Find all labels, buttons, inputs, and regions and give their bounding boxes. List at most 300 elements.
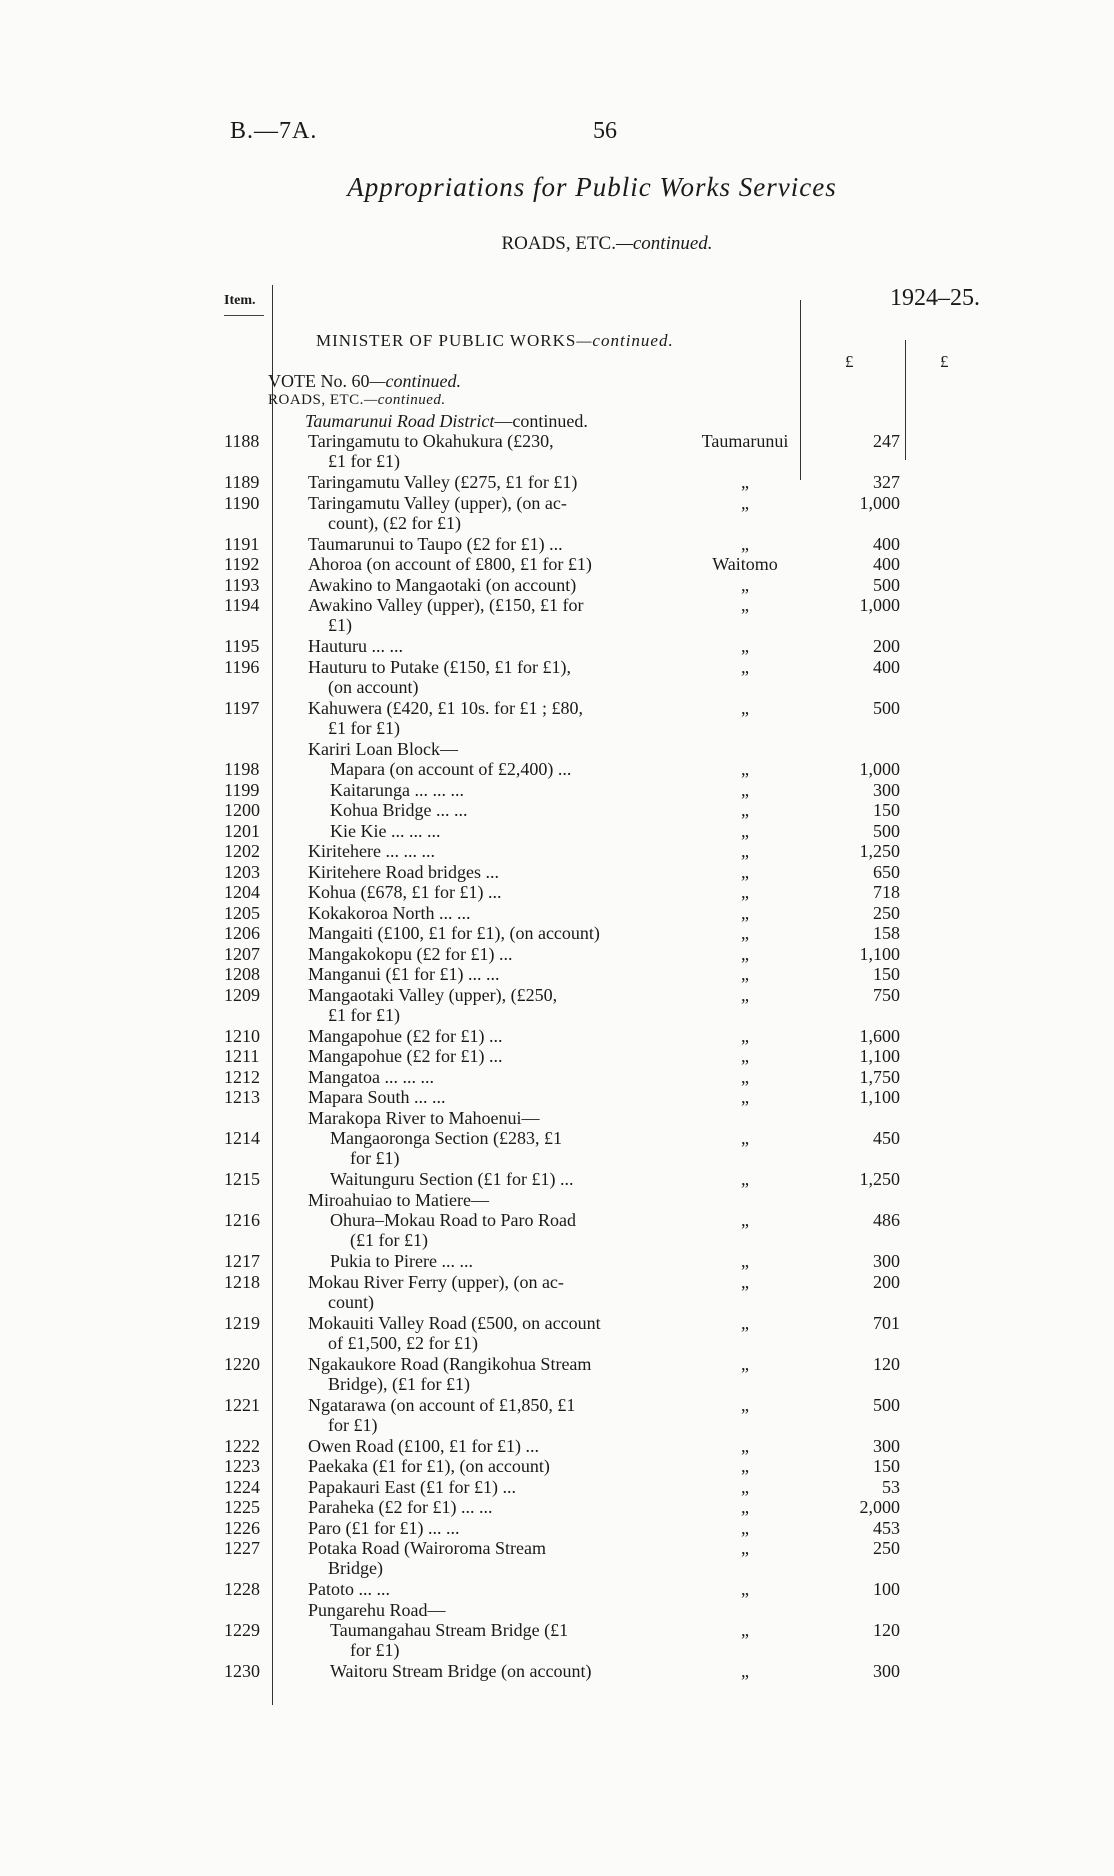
district-cell: „: [741, 1046, 749, 1066]
amount-cell: 500: [873, 697, 900, 718]
item-description: [330, 1210, 650, 1250]
vote-heading: [268, 371, 461, 392]
amount-cell: 250: [873, 1538, 900, 1558]
district-cell: „: [741, 1271, 749, 1292]
item-number: 1212: [224, 1066, 260, 1087]
table-subheading-row: [0, 739, 1114, 760]
table-row: [0, 1395, 1114, 1436]
item-number: 1217: [224, 1251, 260, 1271]
amount-cell: 100: [873, 1579, 900, 1599]
table-row: [0, 841, 1114, 862]
description-line: Potaka Road (Wairoroma Stream: [308, 1538, 546, 1558]
description-line: of £1,500, £2 for £1): [328, 1332, 478, 1353]
table-row: [0, 1210, 1114, 1251]
table-row: [0, 657, 1114, 698]
item-description: [330, 1128, 650, 1168]
description-line: Ohura–Mokau Road to Paro Road: [330, 1210, 576, 1230]
description-line: for £1): [350, 1148, 400, 1168]
district-heading-text: Taumarunui Road District: [305, 411, 495, 431]
description-line: Marakopa River to Mahoenui—: [308, 1107, 540, 1128]
item-description: [308, 944, 650, 964]
description-line: Ngakaukore Road (Rangikohua Stream: [308, 1353, 592, 1374]
item-number: 1229: [224, 1620, 260, 1640]
description-line: Miroahuiao to Matiere—: [308, 1189, 489, 1210]
item-description: [308, 493, 650, 533]
district-cell: „: [741, 800, 749, 820]
district-cell: „: [741, 1497, 749, 1517]
amount-cell: 453: [873, 1517, 900, 1538]
table-row: [0, 472, 1114, 493]
item-number: 1193: [224, 574, 260, 595]
amount-cell: 400: [873, 554, 900, 574]
item-number: 1213: [224, 1087, 260, 1107]
amount-cell: 486: [873, 1210, 900, 1230]
amount-cell: 1,250: [859, 1169, 900, 1189]
page-number: 56: [593, 118, 617, 144]
amount-cell: 500: [873, 574, 900, 595]
description-line: Papakauri East (£1 for £1) ...: [308, 1476, 516, 1497]
amount-cell: 400: [873, 533, 900, 554]
description-line: Mangaotaki Valley (upper), (£250,: [308, 984, 558, 1005]
item-description: [330, 780, 650, 800]
item-description: [308, 575, 650, 595]
district-cell: „: [741, 1169, 749, 1189]
item-number: 1188: [224, 431, 260, 451]
amount-cell: 53: [882, 1476, 900, 1497]
item-number: 1221: [224, 1394, 260, 1415]
item-number: 1202: [224, 841, 260, 861]
district-cell: „: [741, 1066, 749, 1087]
description-line: £1 for £1): [328, 717, 400, 738]
amount-cell: 150: [873, 1456, 900, 1476]
description-line: Mokauiti Valley Road (£500, on account: [308, 1312, 601, 1333]
item-number: 1195: [224, 636, 260, 656]
item-description: [308, 636, 650, 656]
table-row: [0, 1067, 1114, 1088]
item-description: [308, 1067, 650, 1087]
amount-cell: 400: [873, 656, 900, 677]
district-cell: „: [741, 1312, 749, 1333]
description-line: Hauturu to Putake (£150, £1 for £1),: [308, 656, 571, 677]
table-subheading-row: [0, 1108, 1114, 1129]
amount-cell: 300: [873, 1661, 900, 1681]
item-number: 1219: [224, 1312, 260, 1333]
table-row: [0, 1661, 1114, 1682]
description-line: Ngatarawa (on account of £1,850, £1: [308, 1394, 576, 1415]
table-row: [0, 821, 1114, 842]
district-cell: „: [741, 820, 749, 841]
currency-header-1: £: [845, 352, 854, 371]
description-line: Mangakokopu (£2 for £1) ...: [308, 943, 513, 964]
table-row: [0, 1272, 1114, 1313]
item-description: [330, 1661, 650, 1681]
amount-cell: 718: [873, 882, 900, 902]
item-description: [308, 431, 650, 471]
district-cell: „: [741, 1579, 749, 1599]
item-description: [308, 1354, 650, 1394]
district-cell: Taumarunui: [701, 431, 789, 451]
district-cell: „: [741, 964, 749, 984]
description-line: Taumangahau Stream Bridge (£1: [330, 1620, 569, 1640]
amount-cell: 1,250: [859, 841, 900, 861]
description-line: £1): [328, 615, 352, 635]
item-number: 1194: [224, 595, 260, 615]
district-cell: „: [741, 841, 749, 861]
amount-cell: 300: [873, 1435, 900, 1456]
item-description: [330, 1251, 650, 1271]
item-number: 1190: [224, 492, 260, 513]
description-line: Taumarunui to Taupo (£2 for £1) ...: [308, 533, 563, 554]
item-description: [308, 903, 650, 923]
amount-cell: 2,000: [859, 1497, 900, 1517]
table-row: [0, 431, 1114, 472]
item-number: 1214: [224, 1128, 260, 1148]
item-number: 1198: [224, 759, 260, 779]
amount-cell: 327: [873, 472, 900, 492]
page-title: Appropriations for Public Works Services: [347, 172, 837, 202]
item-number: 1228: [224, 1579, 260, 1599]
description-line: Kohua (£678, £1 for £1) ...: [308, 882, 502, 902]
appropriations-table: [0, 431, 1114, 1682]
item-number: 1225: [224, 1497, 260, 1517]
district-cell: „: [741, 472, 749, 492]
table-row: [0, 1313, 1114, 1354]
item-number: 1199: [224, 779, 260, 800]
vote-heading-text: VOTE No. 60: [268, 371, 370, 391]
amount-cell: 150: [873, 964, 900, 984]
item-number: 1222: [224, 1435, 260, 1456]
item-number: 1210: [224, 1025, 260, 1046]
description-line: Waitoru Stream Bridge (on account): [330, 1661, 592, 1681]
item-description: [308, 841, 650, 861]
district-cell: „: [741, 697, 749, 718]
district-cell: „: [741, 533, 749, 554]
item-description: [330, 821, 650, 841]
district-cell: „: [741, 1435, 749, 1456]
description-line: Kiritehere Road bridges ...: [308, 861, 499, 882]
table-row: [0, 1251, 1114, 1272]
item-description: [308, 657, 650, 697]
description-line: Paro (£1 for £1) ... ...: [308, 1517, 460, 1538]
item-description: [330, 1620, 650, 1660]
item-number: 1189: [224, 472, 260, 492]
district-cell: „: [741, 779, 749, 800]
description-line: Bridge): [328, 1558, 383, 1578]
description-line: Kariri Loan Block—: [308, 738, 458, 759]
table-row: [0, 1620, 1114, 1661]
description-line: Mangapohue (£2 for £1) ...: [308, 1025, 503, 1046]
district-cell: „: [741, 656, 749, 677]
district-cell: „: [741, 636, 749, 656]
table-row: [0, 1477, 1114, 1498]
item-description: [308, 1456, 650, 1476]
district-cell: „: [741, 1538, 749, 1558]
item-description: [308, 1046, 650, 1066]
item-column-header: Item.: [224, 293, 256, 308]
section-title-suffix: —continued.: [615, 233, 713, 254]
district-cell: Waitomo: [712, 554, 778, 574]
item-description: [308, 1026, 650, 1046]
amount-cell: 1,000: [859, 492, 900, 513]
table-row: [0, 1128, 1114, 1169]
item-number: 1211: [224, 1046, 260, 1066]
table-row: [0, 595, 1114, 636]
item-description: [308, 1538, 650, 1578]
year-column-header: 1924–25.: [890, 285, 980, 311]
item-description: [308, 964, 650, 984]
table-row: [0, 534, 1114, 555]
section-title: [0, 233, 1114, 255]
item-description: [308, 1579, 650, 1599]
minister-heading-text: MINISTER OF PUBLIC WORKS: [316, 331, 577, 350]
item-number: 1196: [224, 656, 260, 677]
description-line: £1 for £1): [328, 451, 400, 471]
district-cell: „: [741, 943, 749, 964]
description-line: Bridge), (£1 for £1): [328, 1373, 470, 1394]
description-line: Waitunguru Section (£1 for £1) ...: [330, 1169, 574, 1189]
district-cell: „: [741, 1025, 749, 1046]
item-number: 1191: [224, 533, 260, 554]
description-line: Kiritehere ... ... ...: [308, 841, 435, 861]
table-row: [0, 1518, 1114, 1539]
section-title-text: ROADS, ETC.: [501, 233, 616, 254]
description-line: count): [328, 1291, 374, 1312]
amount-cell: 120: [873, 1620, 900, 1640]
item-description: [308, 1600, 650, 1620]
table-row: [0, 1354, 1114, 1395]
amount-cell: 650: [873, 861, 900, 882]
description-line: Mapara South ... ...: [308, 1087, 446, 1107]
table-row: [0, 575, 1114, 596]
item-number: 1218: [224, 1271, 260, 1292]
district-cell: „: [741, 1394, 749, 1415]
item-description: [308, 595, 650, 635]
amount-cell: 300: [873, 1251, 900, 1271]
table-row: [0, 1046, 1114, 1067]
amount-cell: 250: [873, 902, 900, 923]
description-line: Taringamutu Valley (£275, £1 for £1): [308, 472, 578, 492]
description-line: Kie Kie ... ... ...: [330, 820, 441, 841]
item-description: [308, 923, 650, 943]
description-line: Kaitarunga ... ... ...: [330, 779, 464, 800]
description-line: Pukia to Pirere ... ...: [330, 1251, 473, 1271]
table-subheading-row: [0, 1190, 1114, 1211]
item-number: 1192: [224, 554, 260, 574]
item-description: [308, 1108, 650, 1128]
description-line: £1 for £1): [328, 1004, 400, 1025]
description-line: count), (£2 for £1): [328, 512, 461, 533]
description-line: Pungarehu Road—: [308, 1599, 446, 1620]
table-row: [0, 800, 1114, 821]
amount-cell: 120: [873, 1353, 900, 1374]
item-number: 1200: [224, 800, 260, 820]
table-row: [0, 636, 1114, 657]
table-row: [0, 1579, 1114, 1600]
table-row: [0, 780, 1114, 801]
item-description: [308, 472, 650, 492]
item-description: [308, 739, 650, 759]
item-description: [308, 1272, 650, 1312]
district-cell: „: [741, 1251, 749, 1271]
table-row: [0, 1026, 1114, 1047]
district-cell: „: [741, 984, 749, 1005]
district-cell: „: [741, 861, 749, 882]
item-description: [308, 1395, 650, 1435]
description-line: Kahuwera (£420, £1 10s. for £1 ; £80,: [308, 697, 583, 718]
table-row: [0, 554, 1114, 575]
description-line: Taringamutu to Okahukura (£230,: [308, 431, 554, 451]
description-line: Kohua Bridge ... ...: [330, 800, 468, 820]
district-cell: „: [741, 595, 749, 615]
description-line: Paraheka (£2 for £1) ... ...: [308, 1497, 493, 1517]
district-cell: „: [741, 1620, 749, 1640]
description-line: Mokau River Ferry (upper), (on ac-: [308, 1271, 564, 1292]
amount-cell: 1,100: [859, 1046, 900, 1066]
item-header-rule: [224, 315, 264, 316]
amount-cell: 200: [873, 636, 900, 656]
table-row: [0, 493, 1114, 534]
description-line: Taringamutu Valley (upper), (on ac-: [308, 492, 567, 513]
description-line: Mangaiti (£100, £1 for £1), (on account): [308, 923, 600, 943]
district-cell: „: [741, 902, 749, 923]
item-number: 1208: [224, 964, 260, 984]
item-number: 1204: [224, 882, 260, 902]
item-description: [308, 1436, 650, 1456]
amount-cell: 750: [873, 984, 900, 1005]
description-line: Ahoroa (on account of £800, £1 for £1): [308, 554, 592, 574]
amount-cell: 1,100: [859, 943, 900, 964]
table-row: [0, 882, 1114, 903]
description-line: Mapara (on account of £2,400) ...: [330, 759, 572, 779]
item-description: [308, 698, 650, 738]
amount-cell: 1,000: [859, 595, 900, 615]
table-row: [0, 944, 1114, 965]
item-description: [308, 1518, 650, 1538]
table-row: [0, 759, 1114, 780]
district-cell: „: [741, 923, 749, 943]
table-subheading-row: [0, 1600, 1114, 1621]
description-line: Mangapohue (£2 for £1) ...: [308, 1046, 503, 1066]
amount-cell: 150: [873, 800, 900, 820]
item-description: [308, 1313, 650, 1353]
item-number: 1223: [224, 1456, 260, 1476]
table-row: [0, 985, 1114, 1026]
item-description: [330, 759, 650, 779]
roads-heading-text: ROADS, ETC.: [268, 392, 364, 408]
minister-heading-suffix: —continued.: [576, 331, 674, 350]
item-number: 1230: [224, 1661, 260, 1681]
item-description: [308, 862, 650, 882]
item-number: 1203: [224, 861, 260, 882]
item-description: [330, 1169, 650, 1189]
item-description: [308, 882, 650, 902]
district-cell: „: [741, 759, 749, 779]
item-description: [308, 1190, 650, 1210]
item-number: 1220: [224, 1353, 260, 1374]
item-number: 1205: [224, 902, 260, 923]
amount-cell: 300: [873, 779, 900, 800]
description-line: Hauturu ... ...: [308, 636, 403, 656]
amount-cell: 701: [873, 1312, 900, 1333]
item-number: 1224: [224, 1476, 260, 1497]
description-line: Manganui (£1 for £1) ... ...: [308, 964, 500, 984]
item-description: [330, 800, 650, 820]
description-line: Mangatoa ... ... ...: [308, 1066, 434, 1087]
amount-cell: 1,100: [859, 1087, 900, 1107]
description-line: (on account): [328, 676, 419, 697]
document-code: B.—7A.: [230, 118, 318, 144]
item-number: 1215: [224, 1169, 260, 1189]
item-description: [308, 534, 650, 554]
roads-heading-suffix: —continued.: [363, 392, 446, 408]
item-description: [308, 1477, 650, 1497]
item-number: 1197: [224, 697, 260, 718]
item-description: [308, 985, 650, 1025]
table-row: [0, 1538, 1114, 1579]
item-description: [308, 1497, 650, 1517]
district-heading-suffix: —continued.: [494, 411, 588, 431]
district-cell: „: [741, 1456, 749, 1476]
table-row: [0, 1497, 1114, 1518]
amount-cell: 500: [873, 1394, 900, 1415]
item-description: [308, 554, 650, 574]
amount-cell: 158: [873, 923, 900, 943]
amount-cell: 1,750: [859, 1066, 900, 1087]
description-line: Mangaoronga Section (£283, £1: [330, 1128, 562, 1148]
description-line: Kokakoroa North ... ...: [308, 902, 471, 923]
description-line: for £1): [350, 1640, 400, 1660]
district-cell: „: [741, 492, 749, 513]
item-number: 1207: [224, 943, 260, 964]
roads-heading: [268, 392, 446, 409]
table-row: [0, 1436, 1114, 1457]
description-line: Paekaka (£1 for £1), (on account): [308, 1456, 550, 1476]
item-number: 1227: [224, 1538, 260, 1558]
district-cell: „: [741, 1476, 749, 1497]
table-row: [0, 1087, 1114, 1108]
description-line: Awakino Valley (upper), (£150, £1 for: [308, 595, 584, 615]
table-row: [0, 698, 1114, 739]
table-row: [0, 964, 1114, 985]
district-cell: „: [741, 882, 749, 902]
description-line: Patoto ... ...: [308, 1579, 391, 1599]
district-heading: [305, 411, 588, 432]
district-cell: „: [741, 1087, 749, 1107]
district-cell: „: [741, 574, 749, 595]
description-line: Owen Road (£100, £1 for £1) ...: [308, 1435, 539, 1456]
district-cell: „: [741, 1661, 749, 1681]
amount-cell: 200: [873, 1271, 900, 1292]
item-number: 1226: [224, 1517, 260, 1538]
amount-cell: 247: [873, 431, 900, 451]
table-row: [0, 1169, 1114, 1190]
item-description: [308, 1087, 650, 1107]
currency-header-2: £: [940, 352, 949, 371]
amount-cell: 450: [873, 1128, 900, 1148]
description-line: Awakino to Mangaotaki (on account): [308, 574, 577, 595]
amount-cell: 1,000: [859, 759, 900, 779]
district-cell: „: [741, 1517, 749, 1538]
table-row: [0, 862, 1114, 883]
district-cell: „: [741, 1210, 749, 1230]
district-cell: „: [741, 1353, 749, 1374]
item-number: 1201: [224, 820, 260, 841]
description-line: (£1 for £1): [350, 1230, 428, 1250]
item-number: 1206: [224, 923, 260, 943]
amount-cell: 1,600: [859, 1025, 900, 1046]
district-cell: „: [741, 1128, 749, 1148]
table-row: [0, 923, 1114, 944]
